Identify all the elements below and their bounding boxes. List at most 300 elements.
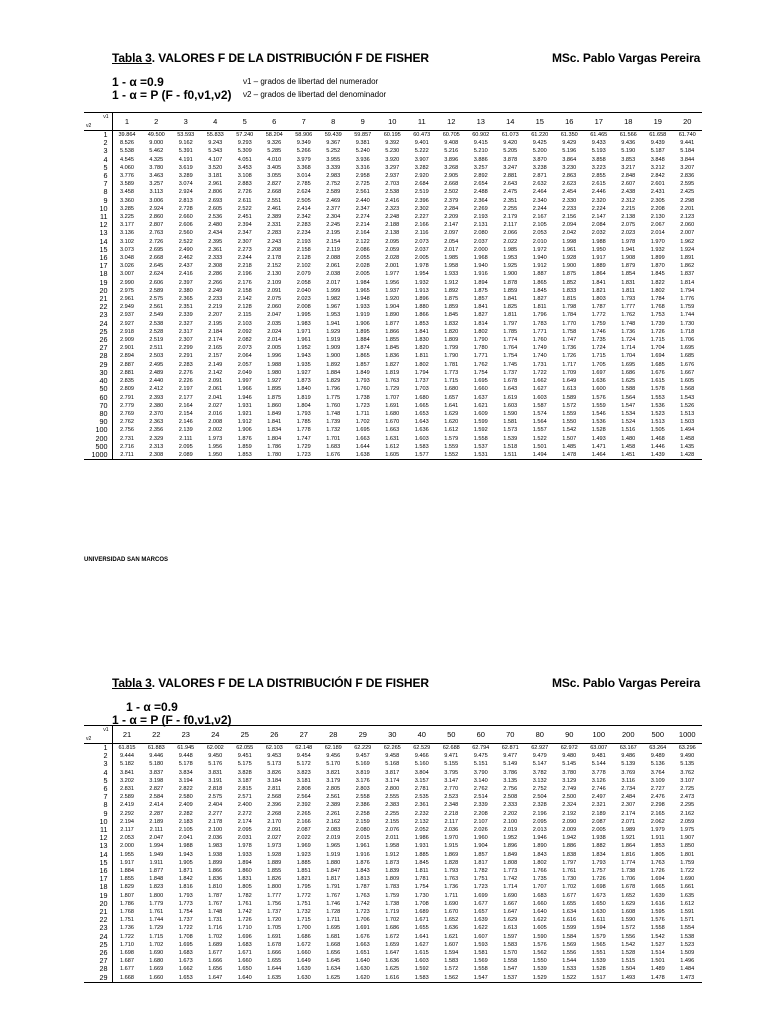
table-cell: 1.855	[267, 868, 282, 875]
table-cell: 2.756	[503, 786, 518, 793]
table-row	[84, 426, 702, 434]
table-cell: 2.022	[503, 238, 518, 245]
table-cell: 1.627	[532, 386, 547, 393]
table-cell: 2.192	[562, 810, 577, 817]
table-cell: 1.771	[473, 353, 488, 360]
table-cell: 1.811	[414, 868, 429, 875]
table-cell: 1.683	[532, 892, 547, 899]
table-cell: 1.603	[414, 435, 429, 442]
table-cell: 1.678	[503, 378, 518, 385]
table-cell: 2.726	[237, 189, 252, 196]
table-cell: 2.416	[385, 197, 400, 204]
table-cell: 1.565	[591, 941, 606, 948]
column-header: 200	[614, 726, 644, 744]
table-cell: 3.006	[149, 197, 164, 204]
table-cell: 1.428	[673, 451, 703, 460]
column-header: 70	[496, 726, 526, 744]
table-cell: 1.850	[680, 843, 695, 850]
table-cell: 2.716	[120, 443, 134, 450]
table-cell: 1.968	[473, 255, 488, 262]
table-cell: 1.889	[267, 859, 282, 866]
table-cell: 2.392	[296, 802, 311, 809]
table-cell: 3.223	[591, 164, 606, 171]
table-cell: 1.775	[326, 394, 341, 401]
table-cell: 1.702	[385, 917, 400, 924]
table-cell: 2.167	[532, 214, 547, 221]
table-cell: 1.805	[650, 851, 665, 858]
table-cell: 1.724	[621, 337, 636, 344]
row-label: 11	[84, 826, 112, 834]
column-header: 14	[496, 113, 526, 131]
table-cell: 1.636	[444, 925, 459, 932]
table-cell: 9.000	[149, 140, 164, 147]
table-cell: 1.552	[437, 451, 467, 460]
table-cell: 3.116	[621, 777, 636, 784]
table-cell: 2.920	[414, 173, 429, 180]
table-cell: 1.568	[680, 386, 695, 393]
table-cell: 1.715	[650, 337, 665, 344]
table-cell: 2.008	[208, 419, 223, 426]
table-cell: 1.590	[532, 933, 547, 940]
table-row	[84, 352, 702, 360]
column-header: 7	[289, 113, 319, 131]
table-cell: 3.936	[355, 156, 370, 163]
table-cell: 3.289	[178, 173, 193, 180]
table-cell: 1.820	[444, 328, 459, 335]
table-cell: 2.361	[414, 802, 429, 809]
table-cell: 3.619	[178, 164, 193, 171]
table-cell: 2.060	[267, 304, 282, 311]
row-label: 26	[84, 336, 112, 344]
table-cell: 3.368	[296, 164, 311, 171]
table-cell: 3.102	[120, 238, 134, 245]
table-cell: 2.107	[473, 818, 488, 825]
row-label: 7	[84, 180, 112, 188]
table-row	[84, 867, 702, 875]
table-cell: 2.164	[355, 230, 370, 237]
table-cell: 2.152	[267, 263, 282, 270]
table-cell: 5.178	[178, 761, 193, 768]
table-cell: 2.156	[562, 214, 577, 221]
table-cell: 1.603	[532, 394, 547, 401]
table-cell: 9.481	[591, 753, 606, 760]
table-cell: 3.360	[120, 197, 134, 204]
table-cell: 1.767	[208, 900, 223, 907]
table-cell: 2.805	[326, 786, 341, 793]
table-cell: 2.473	[680, 794, 695, 801]
table-cell: 1.917	[120, 859, 134, 866]
table-cell: 2.462	[178, 255, 193, 262]
table-cell: 5.147	[532, 761, 547, 768]
table-cell: 9.490	[680, 753, 695, 760]
table-cell: 5.240	[355, 148, 370, 155]
corner-numerator: ν1	[103, 727, 109, 733]
table-cell: 2.519	[149, 337, 164, 344]
table-cell: 1.894	[473, 279, 488, 286]
table-cell: 1.933	[355, 304, 370, 311]
table-cell: 1.649	[562, 378, 577, 385]
table-cell: 1.723	[355, 909, 370, 916]
table-cell: 1.494	[525, 451, 555, 460]
table-cell: 1.660	[237, 958, 252, 965]
table-cell: 2.284	[444, 205, 459, 212]
table-cell: 1.706	[355, 917, 370, 924]
table-cell: 1.989	[621, 827, 636, 834]
table-cell: 1.950	[591, 246, 606, 253]
table-cell: 9.486	[621, 753, 636, 760]
row-label: 3	[84, 760, 112, 768]
row-label: 12	[84, 221, 112, 229]
table-cell: 1.854	[621, 271, 636, 278]
table-cell: 2.244	[237, 255, 252, 262]
table-cell: 1.869	[444, 851, 459, 858]
table-cell: 1.625	[319, 974, 349, 983]
table-cell: 2.064	[237, 353, 252, 360]
table-cell: 2.505	[296, 197, 311, 204]
table-cell: 2.298	[680, 197, 695, 204]
table-cell: 2.734	[621, 786, 636, 793]
table-cell: 1.973	[208, 435, 223, 442]
table-cell: 4.060	[120, 164, 134, 171]
table-cell: 3.181	[208, 173, 223, 180]
table-cell: 1.716	[208, 925, 223, 932]
table-cell: 2.807	[149, 222, 164, 229]
column-header: 80	[525, 726, 555, 744]
table-cell: 1.774	[621, 859, 636, 866]
table-cell: 2.053	[532, 230, 547, 237]
table-row	[84, 826, 702, 834]
table-cell: 2.024	[267, 328, 282, 335]
table-cell: 1.956	[385, 279, 400, 286]
column-header: 1000	[673, 726, 703, 744]
table-cell: 2.158	[237, 287, 252, 294]
table-cell: 1.802	[650, 287, 665, 294]
table-cell: 1.873	[296, 378, 311, 385]
table-cell: 2.245	[326, 222, 341, 229]
table-cell: 1.763	[385, 378, 400, 385]
row-label: 25	[84, 328, 112, 336]
table-cell: 2.339	[473, 802, 488, 809]
table-cell: 2.855	[591, 173, 606, 180]
table-cell: 5.200	[532, 148, 547, 155]
table-cell: 1.660	[142, 974, 172, 983]
table-cell: 1.924	[680, 246, 695, 253]
table-cell: 1.745	[503, 361, 518, 368]
table-cell: 2.535	[414, 794, 429, 801]
table-cell: 3.878	[503, 156, 518, 163]
table-cell: 1.640	[230, 974, 260, 983]
table-cell: 1.779	[149, 900, 164, 907]
table-cell: 2.011	[385, 835, 400, 842]
table-cell: 1.764	[503, 345, 518, 352]
table-cell: 1.583	[414, 443, 429, 450]
table-cell: 1.698	[591, 884, 606, 891]
table-cell: 1.673	[178, 958, 193, 965]
table-cell: 1.656	[208, 966, 223, 973]
table-cell: 2.258	[355, 810, 370, 817]
row-label: 17	[84, 875, 112, 883]
table-cell: 1.603	[503, 402, 518, 409]
table-cell: 1.620	[444, 419, 459, 426]
table-cell: 1.759	[680, 304, 695, 311]
table-cell: 1.554	[680, 925, 695, 932]
table-cell: 2.431	[650, 189, 665, 196]
table-cell: 1.736	[621, 328, 636, 335]
row-label: 5	[84, 164, 112, 172]
table-cell: 2.328	[532, 802, 547, 809]
table-cell: 1.810	[208, 884, 223, 891]
table-cell: 2.333	[503, 802, 518, 809]
table-cell: 1.439	[643, 451, 673, 460]
table-cell: 1.513	[650, 419, 665, 426]
table-cell: 3.955	[326, 156, 341, 163]
table-cell: 2.058	[296, 279, 311, 286]
table-cell: 1.773	[503, 868, 518, 875]
table-cell: 9.454	[296, 753, 311, 760]
table-cell: 2.623	[562, 181, 577, 188]
table-cell: 1.795	[296, 884, 311, 891]
table-cell: 2.207	[208, 312, 223, 319]
table-cell: 3.198	[149, 777, 164, 784]
table-cell: 2.412	[149, 386, 164, 393]
table-cell: 2.937	[385, 173, 400, 180]
table-cell: 2.042	[562, 230, 577, 237]
table-cell: 1.446	[650, 443, 665, 450]
table-cell: 2.564	[296, 794, 311, 801]
table-row	[84, 320, 702, 328]
table-cell: 1.677	[208, 950, 223, 957]
table-cell: 1.630	[591, 909, 606, 916]
table-row	[84, 810, 702, 818]
table-cell: 1.636	[591, 378, 606, 385]
table-cell: 2.091	[208, 378, 223, 385]
table-cell: 2.272	[237, 810, 252, 817]
table-row	[84, 769, 702, 777]
table-cell: 2.193	[296, 238, 311, 245]
table-cell: 2.165	[208, 345, 223, 352]
table-cell: 1.805	[237, 884, 252, 891]
table-cell: 1.724	[591, 345, 606, 352]
table-cell: 2.831	[120, 786, 134, 793]
table-cell: 1.709	[562, 369, 577, 376]
table-cell: 2.142	[208, 369, 223, 376]
table-cell: 5.160	[414, 761, 429, 768]
table-cell: 1.577	[407, 451, 437, 460]
table-cell: 2.000	[120, 843, 134, 850]
table-cell: 2.606	[149, 279, 164, 286]
table-cell: 1.793	[355, 378, 370, 385]
table-cell: 49.500	[147, 132, 165, 138]
table-row	[84, 941, 702, 949]
table-cell: 1.661	[680, 884, 695, 891]
table-cell: 1.906	[355, 320, 370, 327]
table-cell: 2.036	[444, 827, 459, 834]
table-cell: 2.589	[149, 287, 164, 294]
table-cell: 9.436	[621, 140, 636, 147]
column-header: 50	[437, 726, 467, 744]
table-cell: 2.073	[237, 345, 252, 352]
table-cell: 2.154	[326, 238, 341, 245]
table-row	[84, 270, 702, 278]
table-cell: 1.737	[414, 378, 429, 385]
table-cell: 1.782	[237, 892, 252, 899]
table-cell: 1.608	[621, 909, 636, 916]
table-cell: 1.578	[650, 386, 665, 393]
table-cell: 3.819	[355, 769, 370, 776]
table-cell: 1.737	[267, 909, 282, 916]
table-cell: 1.451	[614, 451, 644, 460]
table-cell: 9.477	[503, 753, 518, 760]
table-cell: 1.625	[385, 966, 400, 973]
table-cell: 3.247	[503, 164, 518, 171]
table-cell: 1.705	[591, 361, 606, 368]
table-cell: 3.140	[473, 777, 488, 784]
table-cell: 1.827	[473, 312, 488, 319]
table-cell: 2.159	[355, 818, 370, 825]
table-cell: 2.693	[208, 197, 223, 204]
table-cell: 1.672	[385, 933, 400, 940]
table-cell: 1.722	[680, 868, 695, 875]
table-cell: 1.950	[201, 451, 231, 460]
table-cell: 1.747	[562, 337, 577, 344]
table-cell: 2.414	[149, 802, 164, 809]
table-row	[84, 443, 702, 451]
table-cell: 1.732	[326, 427, 341, 434]
table-cell: 1.644	[355, 443, 370, 450]
table-row	[84, 229, 702, 237]
table-cell: 4.107	[208, 156, 223, 163]
table-cell: 1.531	[466, 451, 496, 460]
table-cell: 1.616	[650, 900, 665, 907]
table-cell: 2.055	[355, 255, 370, 262]
table-cell: 2.924	[178, 189, 193, 196]
table-cell: 3.212	[650, 164, 665, 171]
table-cell: 5.149	[503, 761, 518, 768]
table-cell: 1.731	[208, 917, 223, 924]
table-row	[84, 344, 702, 352]
row-label: 26	[84, 949, 112, 957]
table-cell: 1.845	[444, 312, 459, 319]
table-cell: 2.395	[208, 238, 223, 245]
table-cell: 2.149	[208, 361, 223, 368]
legend-numerator: ν1 – grados de libertad del numerador	[243, 77, 379, 86]
table-cell: 61.220	[531, 132, 549, 138]
table-cell: 2.291	[178, 353, 193, 360]
column-header: 11	[407, 113, 437, 131]
table-cell: 1.736	[120, 925, 134, 932]
table-cell: 1.739	[650, 320, 665, 327]
table-cell: 1.871	[178, 868, 193, 875]
table-cell: 1.687	[120, 958, 134, 965]
table-cell: 1.473	[673, 974, 703, 983]
table-cell: 1.771	[532, 328, 547, 335]
table-cell: 1.485	[562, 443, 577, 450]
table-cell: 1.965	[326, 843, 341, 850]
table-cell: 2.283	[178, 361, 193, 368]
table-cell: 2.351	[503, 197, 518, 204]
table-cell: 2.538	[385, 189, 400, 196]
table-cell: 2.339	[178, 312, 193, 319]
row-label: 27	[84, 344, 112, 352]
table-cell: 4.010	[267, 156, 282, 163]
table-cell: 1.686	[296, 933, 311, 940]
table-cell: 1.592	[473, 427, 488, 434]
table-cell: 2.654	[473, 181, 488, 188]
table-cell: 2.815	[237, 786, 252, 793]
table-cell: 1.677	[473, 900, 488, 907]
table-cell: 2.208	[267, 246, 282, 253]
table-cell: 2.811	[267, 786, 282, 793]
column-header: 5	[230, 113, 260, 131]
table-cell: 1.702	[355, 419, 370, 426]
table-cell: 9.162	[178, 140, 193, 147]
table-cell: 1.904	[385, 304, 400, 311]
table-cell: 1.900	[503, 271, 518, 278]
table-cell: 1.667	[503, 900, 518, 907]
table-cell: 1.811	[503, 312, 518, 319]
table-cell: 1.773	[178, 900, 193, 907]
table-cell: 3.778	[591, 769, 606, 776]
table-cell: 2.762	[473, 786, 488, 793]
table-cell: 3.780	[562, 769, 577, 776]
table-cell: 3.339	[326, 164, 341, 171]
table-cell: 2.536	[208, 214, 223, 221]
table-cell: 1.556	[562, 950, 577, 957]
table-cell: 2.138	[621, 214, 636, 221]
table-cell: 3.107	[680, 777, 695, 784]
table-cell: 1.781	[414, 876, 429, 883]
table-cell: 1.635	[260, 974, 290, 983]
table-cell: 1.956	[208, 443, 223, 450]
table-cell: 1.949	[149, 851, 164, 858]
table-cell: 1.523	[650, 410, 665, 417]
table-cell: 2.286	[208, 271, 223, 278]
table-cell: 1.995	[296, 312, 311, 319]
table-cell: 1.884	[120, 868, 134, 875]
table-cell: 1.670	[385, 419, 400, 426]
table-cell: 1.695	[178, 941, 193, 948]
column-header: 1	[112, 113, 142, 131]
table-cell: 1.793	[296, 410, 311, 417]
table-cell: 1.524	[621, 419, 636, 426]
table-cell: 3.453	[237, 164, 252, 171]
table-cell: 2.307	[237, 238, 252, 245]
table-cell: 1.798	[562, 304, 577, 311]
table-cell: 3.297	[385, 164, 400, 171]
table-cell: 1.766	[532, 868, 547, 875]
column-header: 2	[142, 113, 172, 131]
table-cell: 1.694	[650, 353, 665, 360]
table-cell: 1.722	[120, 933, 134, 940]
table-cell: 3.257	[473, 164, 488, 171]
table-cell: 1.998	[562, 238, 577, 245]
table-cell: 1.985	[503, 246, 518, 253]
table-cell: 1.811	[532, 304, 547, 311]
table-cell: 2.277	[208, 810, 223, 817]
table-cell: 1.819	[296, 394, 311, 401]
table-cell: 1.978	[621, 238, 636, 245]
table-cell: 2.330	[562, 197, 577, 204]
table-cell: 2.728	[178, 205, 193, 212]
table-cell: 5.538	[120, 148, 134, 155]
table-cell: 3.257	[149, 181, 164, 188]
table-cell: 2.224	[591, 205, 606, 212]
table-cell: 1.751	[120, 917, 134, 924]
table-cell: 3.074	[178, 181, 193, 188]
table-cell: 1.723	[355, 402, 370, 409]
table-cell: 9.479	[532, 753, 547, 760]
table-row	[84, 156, 702, 164]
